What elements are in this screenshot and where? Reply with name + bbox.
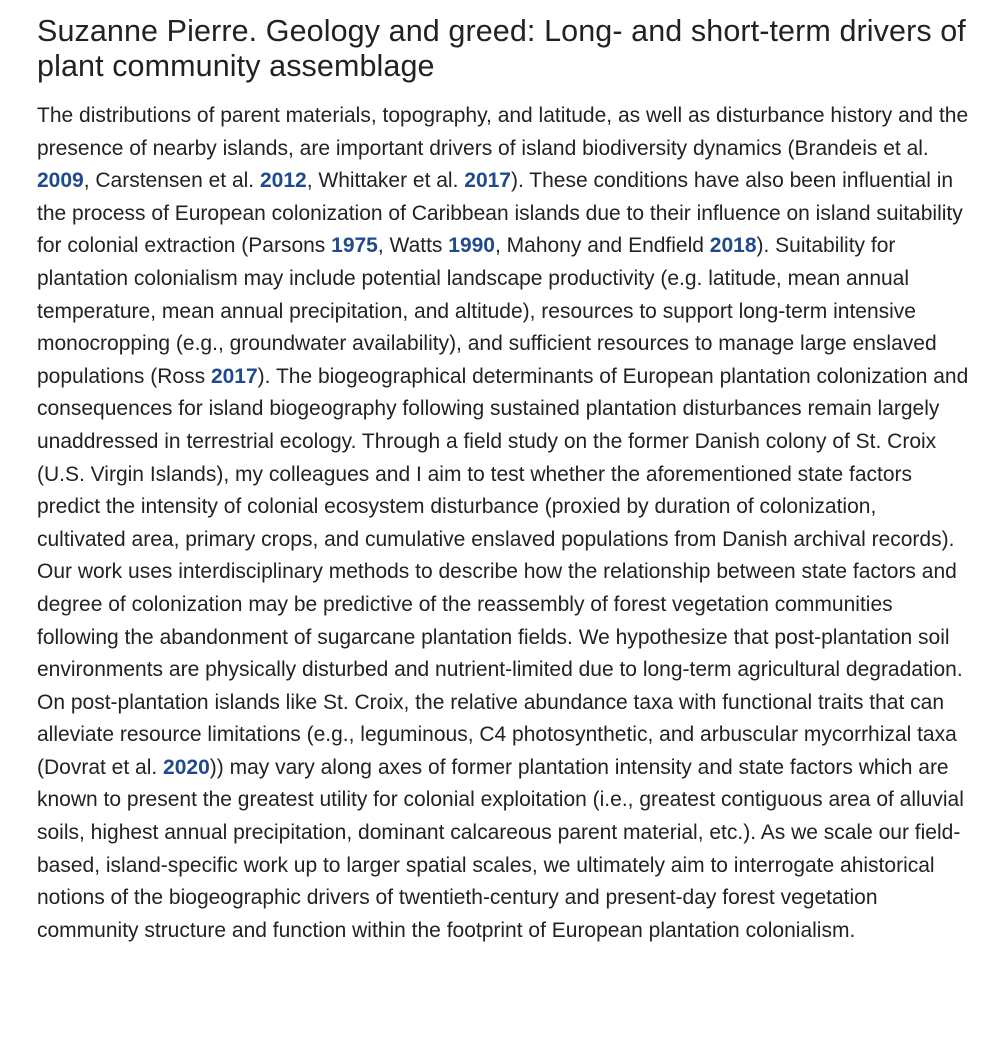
citation-link-whittaker-2017[interactable]: 2017 bbox=[464, 169, 511, 193]
text-run: ). The biogeographical determinants of European plantation colonization and consequences for island biogeography following sustained plantation disturbances remain largely unaddressed in terrestrial ecology. Through a field study on the former Danish colony of St. Croix (U.S. Virgin Islands), my colleagues and I aim to test whether the aforementioned state factors predict the intensity of colonial ecosystem disturbance (proxied by duration of colonization, cultivated area, primary crops, and cumulative enslaved populations from Danish archival records). Our work uses interdisciplinary methods to describe how the relationship between state factors and degree of colonization may be predictive of the reassembly of forest vegetation communities following the abandonment of sugarcane plantation fields. We hypothesize that post-plantation soil environments are physically disturbed and nutrient-limited due to long-term agricultural degradation. On post-plantation islands like St. Croix, the relative abundance taxa with functional traits that can alleviate resource limitations (e.g., leguminous, C4 photosynthetic, and arbuscular mycorrhizal taxa (Dovrat et al. bbox=[37, 364, 969, 779]
section-heading: Suzanne Pierre. Geology and greed: Long- and short-term drivers of plant community assemblage bbox=[37, 14, 966, 83]
text-run: ). These conditions have also been influential in the process of European colonization of Caribbean islands due to their influence on island suitability for colonial extraction (Parsons bbox=[37, 169, 963, 258]
text-run: , Watts bbox=[377, 234, 449, 258]
citation-link-carstensen-2012[interactable]: 2012 bbox=[259, 169, 307, 193]
text-run: , Whittaker et al. bbox=[306, 169, 465, 193]
text-run: ). Suitability for plantation colonialism may include potential landscape productivity (e.g. latitude, mean annual temperature, mean annual precipitation, and altitude), resources to support long-term intensive monocropping (e.g., groundwater availability), and sufficient resources to manage large enslaved populations (Ross bbox=[37, 234, 937, 388]
citation-link-watts-1990[interactable]: 1990 bbox=[448, 234, 495, 258]
text-run: , Mahony and Endfield bbox=[494, 234, 710, 258]
text-run: , Carstensen et al. bbox=[83, 169, 260, 193]
citation-link-brandeis-2009[interactable]: 2009 bbox=[37, 169, 84, 193]
citation-link-dovrat-2020[interactable]: 2020 bbox=[163, 755, 210, 779]
citation-link-mahony-2018[interactable]: 2018 bbox=[709, 234, 757, 258]
text-run: )) may vary along axes of former plantation intensity and state factors which are known to present the greatest utility for colonial exploitation (i.e., greatest contiguous area of alluvial soils, highest annual precipitation, dominant calcareous parent material, etc.). As we scale our field-based, island-specific work up to larger spatial scales, we ultimately aim to interrogate ahistorical notions of the biogeographic drivers of twentieth-century and present-day forest vegetation community structure and function within the footprint of European plantation colonialism. bbox=[37, 755, 964, 942]
body-paragraph bbox=[37, 100, 970, 947]
citation-link-ross-2017[interactable]: 2017 bbox=[210, 364, 258, 388]
citation-link-parsons-1975[interactable]: 1975 bbox=[331, 234, 378, 258]
text-run: The distributions of parent materials, topography, and latitude, as well as disturbance history and the presence of nearby islands, are important drivers of island biodiversity dynamics (Brandeis et al. bbox=[37, 104, 969, 160]
